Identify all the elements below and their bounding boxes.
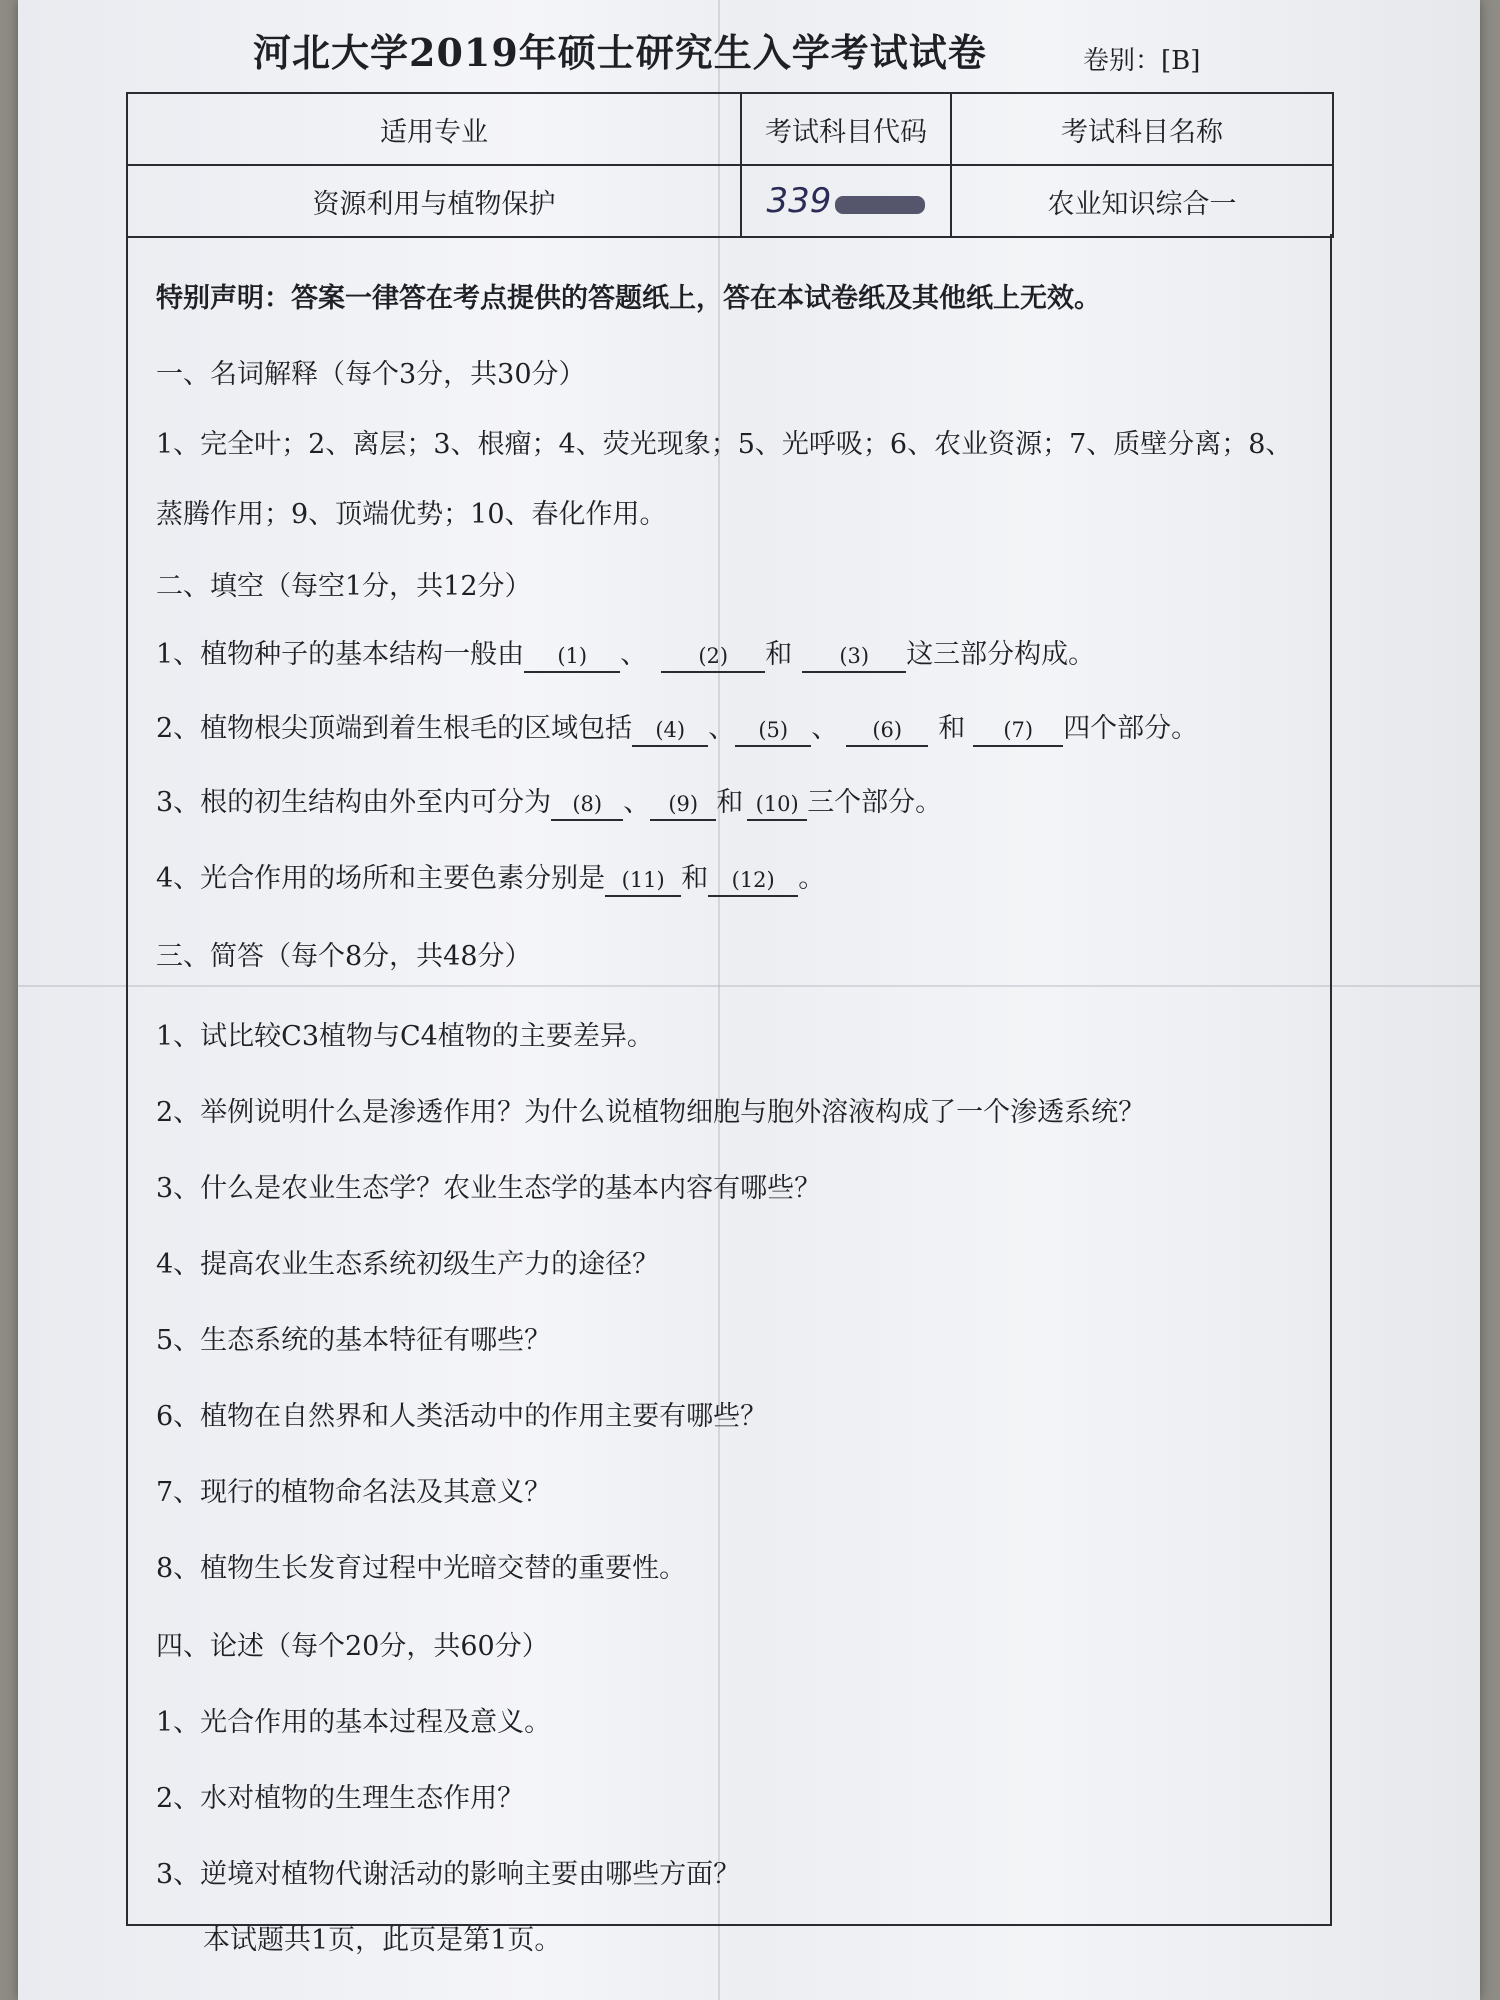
code-header: 考试科目代码 bbox=[741, 93, 951, 165]
short-answer-3: 3、什么是农业生态学？农业生态学的基本内容有哪些？ bbox=[156, 1173, 822, 1204]
blank-6: (6) bbox=[846, 715, 928, 747]
blank-8: (8) bbox=[551, 789, 623, 821]
q1-sep1: 、 bbox=[620, 639, 648, 670]
code-cell bbox=[741, 165, 951, 237]
crossed-out-scribble bbox=[835, 196, 925, 214]
exam-paper bbox=[18, 0, 1480, 2000]
blank-1: (1) bbox=[524, 641, 620, 673]
short-answer-8: 8、植物生长发育过程中光暗交替的重要性。 bbox=[156, 1553, 687, 1584]
blank-4: (4) bbox=[632, 715, 708, 747]
special-notice: 特别声明：答案一律答在考点提供的答题纸上，答在本试卷纸及其他纸上无效。 bbox=[156, 283, 1101, 314]
exam-title: 河北大学2019年硕士研究生入学考试试卷 bbox=[253, 30, 987, 75]
exam-info-table bbox=[126, 92, 1334, 238]
short-answer-5: 5、生态系统的基本特征有哪些？ bbox=[156, 1325, 552, 1356]
subject-name-header: 考试科目名称 bbox=[951, 93, 1333, 165]
section4-title: 四、论述（每个20分，共60分） bbox=[156, 1631, 549, 1662]
blank-11: (11) bbox=[605, 865, 681, 897]
q2-end: 四个部分。 bbox=[1063, 713, 1199, 744]
section3-title: 三、简答（每个8分，共48分） bbox=[156, 941, 532, 972]
fill-question-1 bbox=[156, 632, 1095, 673]
section1-line1: 1、完全叶；2、离层；3、根瘤；4、荧光现象；5、光呼吸；6、农业资源；7、质壁分离；8、 bbox=[156, 429, 1293, 460]
fill-question-3 bbox=[156, 780, 942, 821]
volume-label: 卷别：[B] bbox=[1083, 46, 1201, 76]
q3-text: 3、根的初生结构由外至内可分为 bbox=[156, 787, 552, 818]
blank-5: (5) bbox=[735, 715, 811, 747]
subject-code-handwritten: 339 bbox=[766, 181, 832, 221]
major-value: 资源利用与植物保护 bbox=[127, 165, 741, 237]
essay-question-2: 2、水对植物的生理生态作用？ bbox=[156, 1783, 525, 1814]
q4-sep1: 和 bbox=[681, 863, 709, 894]
short-answer-7: 7、现行的植物命名法及其意义？ bbox=[156, 1477, 552, 1508]
blank-2: (2) bbox=[661, 641, 765, 673]
q2-sep2: 、 bbox=[811, 713, 839, 744]
section1-line2: 蒸腾作用；9、顶端优势；10、春化作用。 bbox=[156, 499, 667, 530]
major-header: 适用专业 bbox=[127, 93, 741, 165]
fill-question-2 bbox=[156, 706, 1198, 747]
blank-10: (10) bbox=[747, 789, 807, 821]
short-answer-6: 6、植物在自然界和人类活动中的作用主要有哪些？ bbox=[156, 1401, 768, 1432]
subject-name-value: 农业知识综合一 bbox=[951, 165, 1333, 237]
q2-sep3: 和 bbox=[938, 713, 966, 744]
section2-title: 二、填空（每空1分，共12分） bbox=[156, 571, 532, 602]
q4-text: 4、光合作用的场所和主要色素分别是 bbox=[156, 863, 606, 894]
essay-question-1: 1、光合作用的基本过程及意义。 bbox=[156, 1707, 552, 1738]
short-answer-2: 2、举例说明什么是渗透作用？为什么说植物细胞与胞外溶液构成了一个渗透系统？ bbox=[156, 1097, 1146, 1128]
short-answer-4: 4、提高农业生态系统初级生产力的途径？ bbox=[156, 1249, 660, 1280]
blank-3: (3) bbox=[802, 641, 906, 673]
essay-question-3: 3、逆境对植物代谢活动的影响主要由哪些方面？ bbox=[156, 1859, 741, 1890]
blank-7: (7) bbox=[973, 715, 1063, 747]
q3-end: 三个部分。 bbox=[807, 787, 943, 818]
blank-9: (9) bbox=[650, 789, 716, 821]
blank-12: (12) bbox=[708, 865, 798, 897]
q1-text: 1、植物种子的基本结构一般由 bbox=[156, 639, 525, 670]
q2-sep1: 、 bbox=[708, 713, 736, 744]
q1-sep2: 和 bbox=[765, 639, 793, 670]
q4-end: 。 bbox=[798, 863, 826, 894]
section1-title: 一、名词解释（每个3分，共30分） bbox=[156, 359, 586, 390]
fill-question-4 bbox=[156, 856, 825, 897]
q2-text: 2、植物根尖顶端到着生根毛的区域包括 bbox=[156, 713, 633, 744]
exam-body bbox=[126, 234, 1332, 1926]
page-footer: 本试题共1页，此页是第1页。 bbox=[203, 1925, 562, 1956]
short-answer-1: 1、试比较C3植物与C4植物的主要差异。 bbox=[156, 1021, 654, 1052]
q3-sep2: 和 bbox=[716, 787, 744, 818]
q1-end: 这三部分构成。 bbox=[906, 639, 1096, 670]
q3-sep1: 、 bbox=[623, 787, 651, 818]
